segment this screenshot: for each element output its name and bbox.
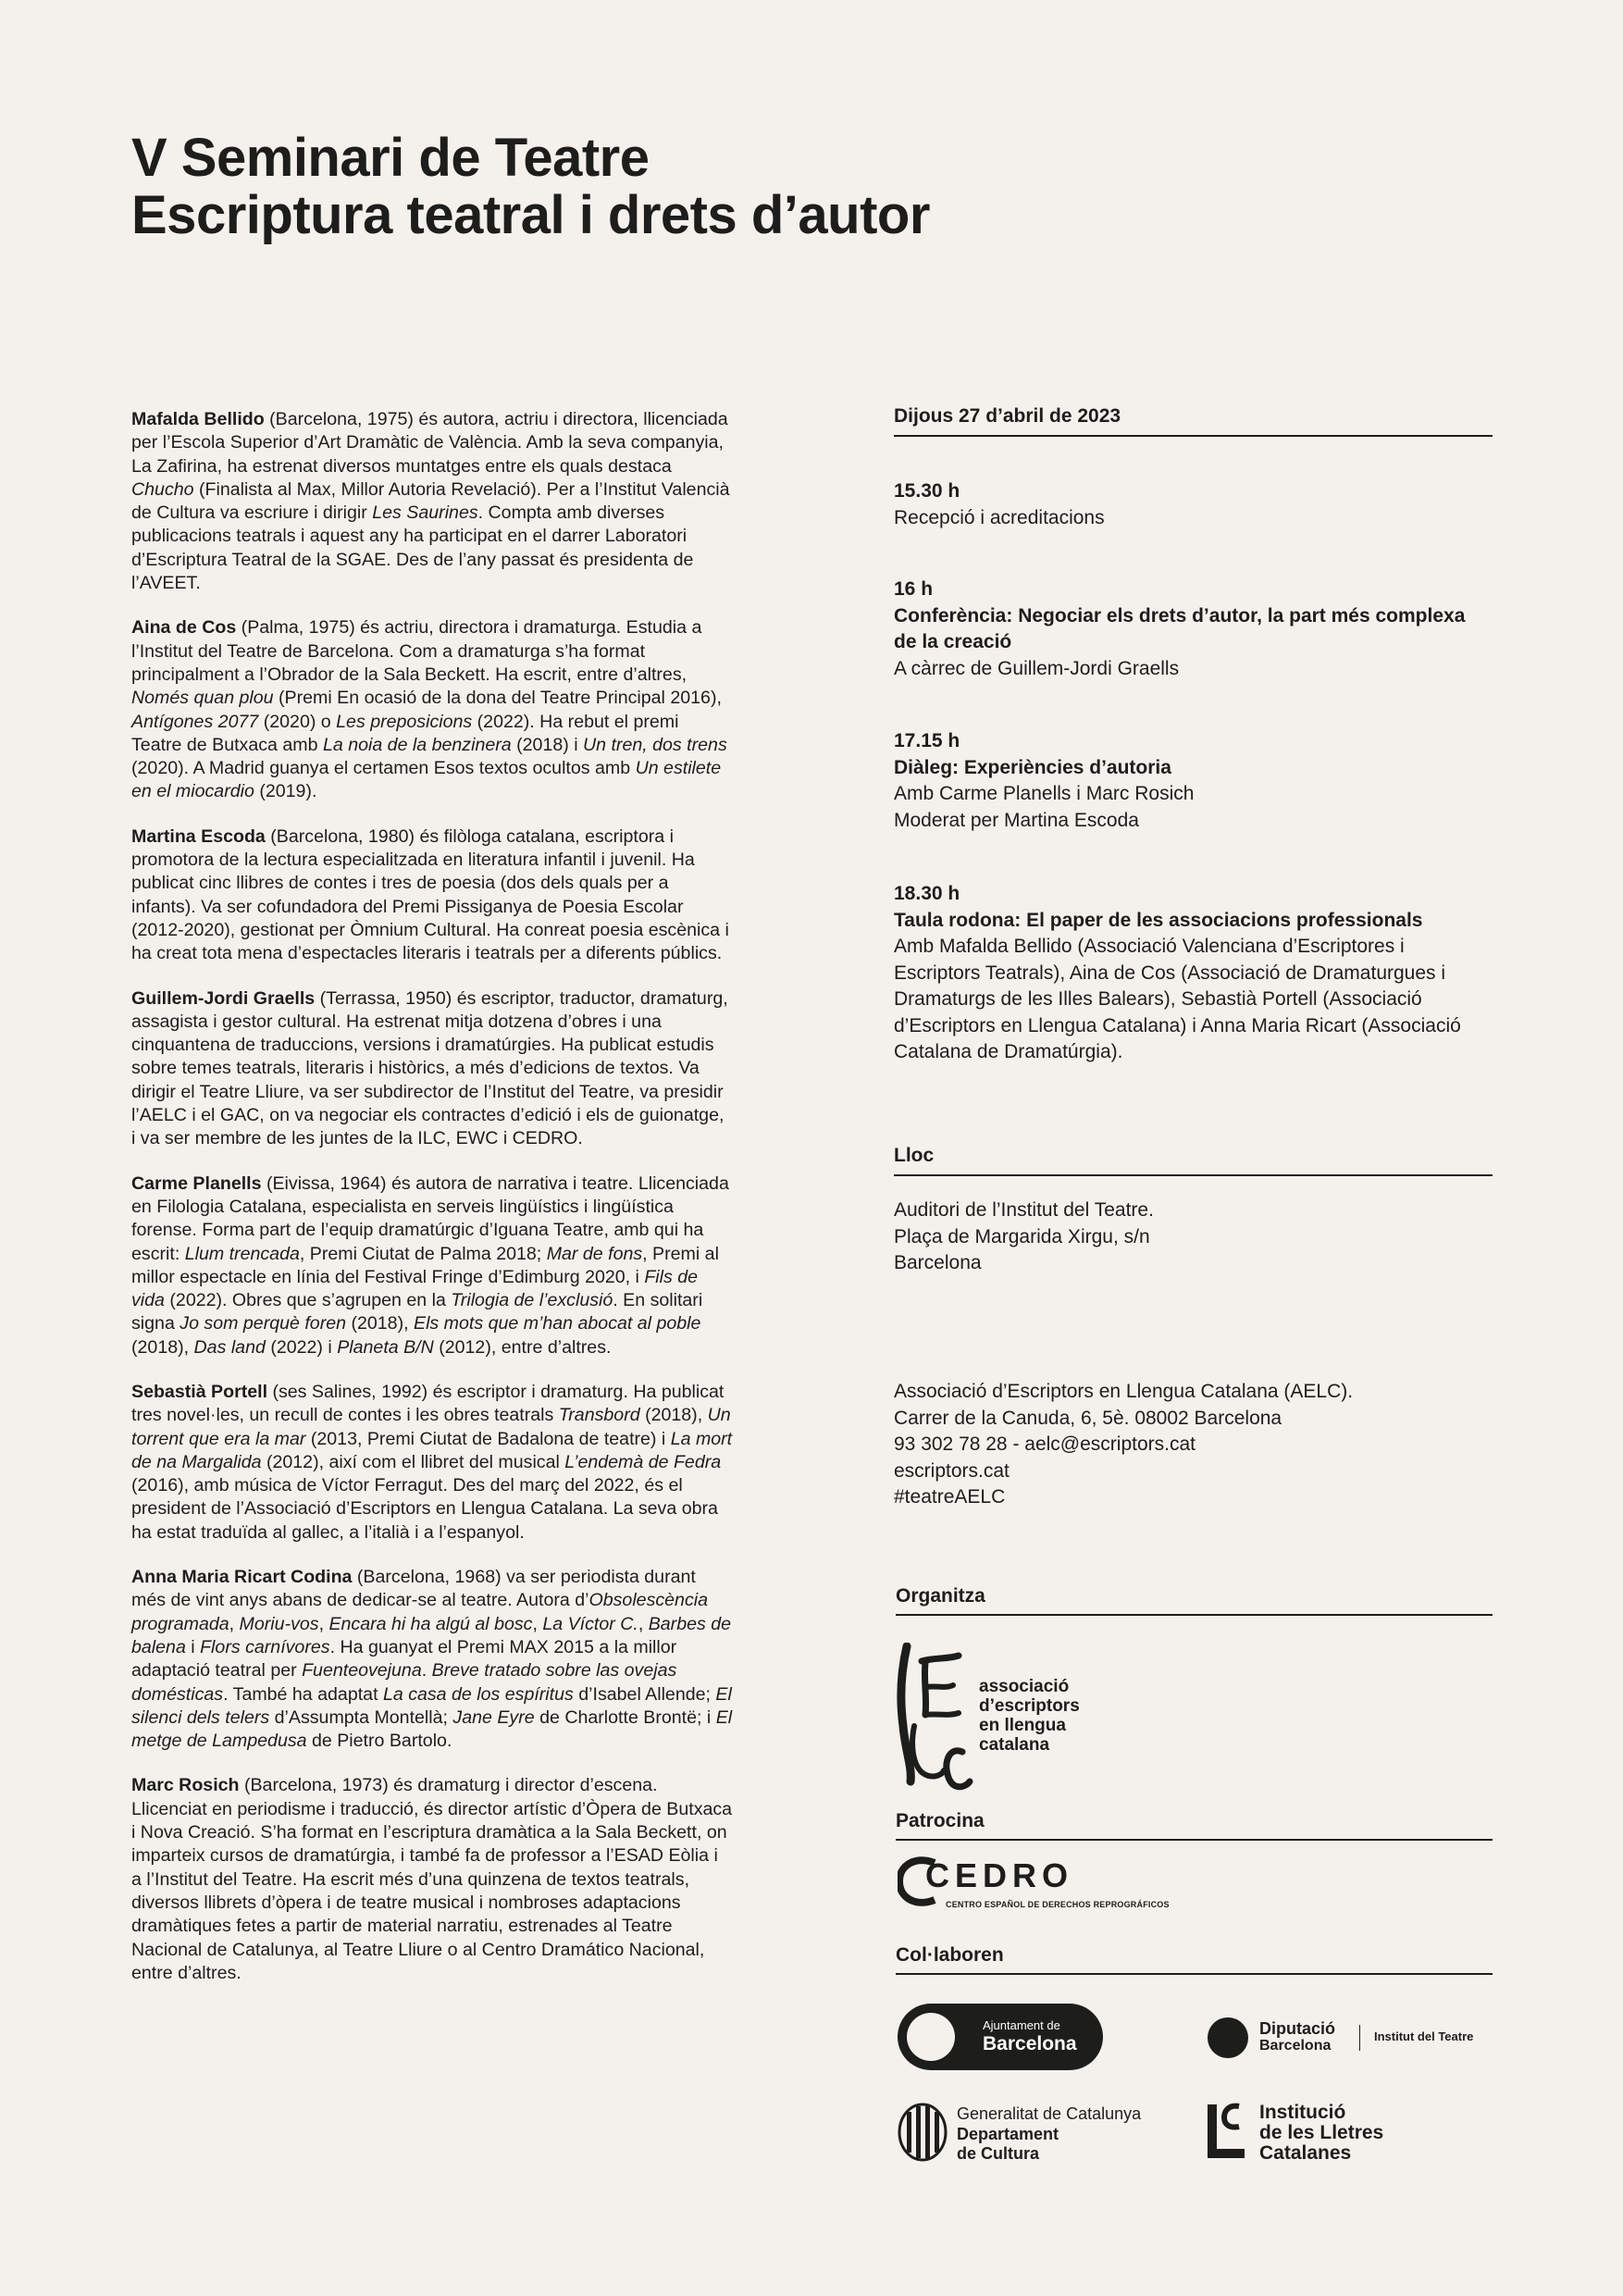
schedule-item <box>894 577 1493 682</box>
aelc-line: d’escriptors <box>979 1696 1080 1716</box>
gen-line-2: Departament <box>957 2125 1059 2143</box>
bio-name: Martina Escoda <box>131 825 266 847</box>
generalitat-logo <box>898 2101 1175 2166</box>
contact-line: Associació d’Escriptors en Llengua Catalana (AELC). <box>894 1381 1354 1402</box>
bio-text: (Barcelona, 1975) és autora, actriu i directora, llicenciada per l’Escola Superior d’Art Dramàtic de València. Amb la seva companyia, La Zafirina, ha estrenat diversos muntatges entre els quals destaca Chucho (Finalista al Max, Millor Autoria Revelació). Per a l’Institut Valencià de Cultura va escriure i dirigir Les Saurines. Compta amb diverses publicacions teatrals i aquest any ha participat en el darrer Laboratori d’Escriptura Teatral de la SGAE. Des de l’any passat és presidenta de l’AVEET. <box>131 409 730 594</box>
bio-text: (Barcelona, 1973) és dramaturg i director d’escena. Llicenciat en periodisme i traducció, és director artístic d’Òpera de Butxaca i Nova Creació. S’ha format en l’escriptura dramàtica a la Sala Beckett, on imparteix cursos de dramatúrgia, i també fa de professor a l’ESAD Eòlia i a l’Institut del Teatre. Ha escrit més d’una quinzena de textos teatrals, diversos llibrets d’òpera i de teatre musical i nombroses adaptacions dramàtiques fetes a partir de material narratiu, estrenades al Teatre Nacional de Catalunya, al Teatre Lliure o al Centro Dramático Nacional, entre d’altres. <box>131 1775 733 1983</box>
title-line-1: V Seminari de Teatre <box>131 128 650 188</box>
bcn-line-1: Ajuntament de <box>983 2018 1060 2032</box>
dipu-line-2: Barcelona <box>1259 2038 1332 2054</box>
organitza-heading: Organitza <box>896 1583 1493 1616</box>
bio-text: (Barcelona, 1968) va ser periodista durant més de vint anys abans de dedicar-se al teatre. Autora d’Obsolescència programada, Moriu-vos, Encara hi ha algú al bosc, La Víctor C., Barbes de balena i Flors carnívores. Ha guanyat el Premi MAX 2015 a la millor adaptació teatral per Fuenteovejuna. Breve tratado sobre las ovejas domésticas. També ha adaptat La casa de los espíritus d’Isabel Allende; El silenci dels telers d’Assumpta Montellà; Jane Eyre de Charlotte Brontë; i El metge de Lampedusa de Pietro Bartolo. <box>131 1567 733 1752</box>
cedro-subtitle: CENTRO ESPAÑOL DE DERECHOS REPROGRÁFICOS <box>946 1900 1170 1909</box>
title-line-2: Escriptura teatral i drets d’autor <box>131 185 930 245</box>
schedule-date: Dijous 27 d’abril de 2023 <box>894 403 1493 437</box>
aelc-line: en llengua <box>979 1716 1066 1735</box>
barcelona-seal-icon <box>907 2013 955 2061</box>
iec-line: Institució <box>1259 2102 1346 2123</box>
bio-text: (Eivissa, 1964) és autora de narrativa i teatre. Llicenciada en Filologia Catalana, especialista en serveis lingüístics i lingüística forense. Forma part de l’equip dramatúrgic d’Iguana Teatre, amb qui ha escrit: Llum trencada, Premi Ciutat de Palma 2018; Mar de fons, Premi al millor espectacle en línia del Festival Fringe d’Edimburg 2020, i Fils de vida (2022). Obres que s’agrupen en la Trilogia de l’exclusió. En solitari signa Jo som perquè foren (2018), Els mots que m’han abocat al poble (2018), Das land (2022) i Planeta B/N (2012), entre d’altres. <box>131 1173 729 1358</box>
diputacio-barcelona-logo <box>1208 2016 1494 2062</box>
bcn-line-2: Barcelona <box>983 2033 1077 2054</box>
bio-text: (Palma, 1975) és actriu, directora i dramaturga. Estudia a l’Institut del Teatre de Barcelona. Com a dramaturga s’ha format principalment a l’Obrador de la Sala Beckett. Ha escrit, entre d’altres, Només quan plou (Premi En ocasió de la dona del Teatre Principal 2016), Antígones 2077 (2020) o Les preposicions (2022). Ha rebut el premi Teatre de Butxaca amb La noia de la benzinera (2018) i Un tren, dos trens (2020). A Madrid guanya el certamen Esos textos ocultos amb Un estilete en el miocardio (2019). <box>131 617 727 802</box>
cedro-logo: CEDRO <box>925 1856 1074 1894</box>
contact-line: escriptors.cat <box>894 1459 1010 1482</box>
bio-paragraph <box>131 1381 733 1545</box>
bio-name: Guillem-Jordi Graells <box>131 987 316 1009</box>
aelc-line: associació <box>979 1677 1070 1696</box>
ajuntament-barcelona-logo <box>898 2004 1103 2070</box>
schedule-time: 16 h <box>894 578 934 600</box>
page-title <box>131 130 930 244</box>
bio-name: Aina de Cos <box>131 617 237 639</box>
bio-paragraph <box>131 408 733 595</box>
patrocina-heading: Patrocina <box>896 1808 1493 1841</box>
bio-name: Mafalda Bellido <box>131 409 265 429</box>
schedule-title: Conferència: Negociar els drets d’autor, la part més complexa de la creació <box>894 604 1466 652</box>
bio-name: Carme Planells <box>131 1173 262 1194</box>
schedule-time: 18.30 h <box>894 883 960 904</box>
bio-text: (ses Salines, 1992) és escriptor i dramaturg. Ha publicat tres novel·les, un recull de contes i les obres teatrals Transbord (2018), Un torrent que era la mar (2013, Premi Ciutat de Badalona de teatre) i La mort de na Margalida (2012), així com el llibret del musical L’endemà de Fedra (2016), amb música de Víctor Ferragut. Des del març del 2022, és el president de l’Associació d’Escriptors en Llengua Catalana. La seva obra ha estat traduïda al gallec, a l’italià i a l’espanyol. <box>131 1381 733 1543</box>
schedule-line: A càrrec de Guillem-Jordi Graells <box>894 657 1180 679</box>
iec-line: Catalanes <box>1259 2142 1352 2164</box>
aelc-name <box>979 1677 1080 1755</box>
bio-name: Anna Maria Ricart Codina <box>131 1567 353 1588</box>
bio-paragraph <box>131 1173 733 1359</box>
bio-paragraph <box>131 1774 733 1985</box>
schedule-line: Moderat per Martina Escoda <box>894 809 1139 831</box>
aelc-line: catalana <box>979 1735 1050 1755</box>
iec-mark-icon <box>1206 2103 1248 2160</box>
schedule-title: Diàleg: Experiències d’autoria <box>894 756 1171 778</box>
place-address <box>894 1198 1493 1277</box>
place-header <box>894 1143 1493 1176</box>
contact-block <box>894 1379 1493 1511</box>
gen-line-1: Generalitat de Catalunya <box>957 2104 1142 2123</box>
bio-paragraph <box>131 825 733 966</box>
place-line: Plaça de Margarida Xirgu, s/n <box>894 1225 1150 1247</box>
contact-line: #teatreAELC <box>894 1486 1006 1508</box>
schedule-line: Amb Mafalda Bellido (Associació Valenciana d’Escriptores i Escriptors Teatrals), Aina de Cos (Associació de Dramaturgues i Dramaturgs de les Illes Balears), Sebastià Portell (Associació d’Escriptors en Llengua Catalana) i Anna Maria Ricart (Associació Catalana de Dramatúrgia). <box>894 936 1461 1062</box>
divider <box>1359 2025 1360 2051</box>
schedule-item <box>894 478 1493 531</box>
contact-line: 93 302 78 28 - aelc@escriptors.cat <box>894 1433 1196 1455</box>
iec-line: de les Lletres <box>1259 2122 1384 2143</box>
bio-paragraph <box>131 616 733 803</box>
diputacio-seal-icon <box>1208 2017 1248 2058</box>
gen-line-3: de Cultura <box>957 2144 1040 2163</box>
bio-paragraph <box>131 987 733 1151</box>
collaboren-heading: Col·laboren <box>896 1942 1493 1975</box>
bio-text: (Terrassa, 1950) és escriptor, traductor, dramaturg, assagista i gestor cultural. Ha estrenat mitja dotzena d’obres i una cinquantena de traduccions, versions i dramatúrgies. Ha publicat estudis sobre temes teatrals, literaris i històrics, a més d’edicions de textos. Va dirigir el Teatre Lliure, va ser subdirector de l’Institut del Teatre, va presidir l’AELC i el GAC, on va negociar els contractes d’edició i els de guionatge, i va ser membre de les juntes de la ILC, EWC i CEDRO. <box>131 987 728 1149</box>
bio-paragraph <box>131 1566 733 1753</box>
schedule-line: Amb Carme Planells i Marc Rosich <box>894 783 1195 804</box>
generalitat-flag-icon <box>898 2103 948 2162</box>
schedule-time: 15.30 h <box>894 480 960 502</box>
biographies <box>131 408 733 2006</box>
schedule-item <box>894 881 1493 1066</box>
dipu-institut: Institut del Teatre <box>1374 2029 1474 2043</box>
iec-logo <box>1206 2101 1493 2166</box>
schedule-time: 17.15 h <box>894 730 960 751</box>
bio-name: Marc Rosich <box>131 1775 240 1796</box>
schedule-item <box>894 728 1493 834</box>
place-heading: Lloc <box>894 1143 1493 1176</box>
schedule-title: Taula rodona: El paper de les associacions professionals <box>894 909 1423 931</box>
bio-text: (Barcelona, 1980) és filòloga catalana, escriptora i promotora de la lectura especialitzada en literatura infantil i juvenil. Ha publicat cinc llibres de contes i tres de poesia (dos dels quals per a infants). Va ser cofundadora del Premi Pissiganya de Poesia Escolar (2012-2020), gestionat per Òmnium Cultural. Ha conreat poesia escènica i ha creat tota mena d’espectacles literaris i teatrals per a diferents públics. <box>131 825 729 964</box>
schedule-line: Recepció i acreditacions <box>894 506 1105 528</box>
bio-name: Sebastià Portell <box>131 1381 268 1402</box>
dipu-line-1: Diputació <box>1259 2019 1336 2038</box>
place-line: Auditori de l’Institut del Teatre. <box>894 1199 1154 1221</box>
schedule-date-header <box>894 403 1493 437</box>
place-line: Barcelona <box>894 1252 982 1273</box>
contact-line: Carrer de la Canuda, 6, 5è. 08002 Barcelona <box>894 1407 1282 1429</box>
